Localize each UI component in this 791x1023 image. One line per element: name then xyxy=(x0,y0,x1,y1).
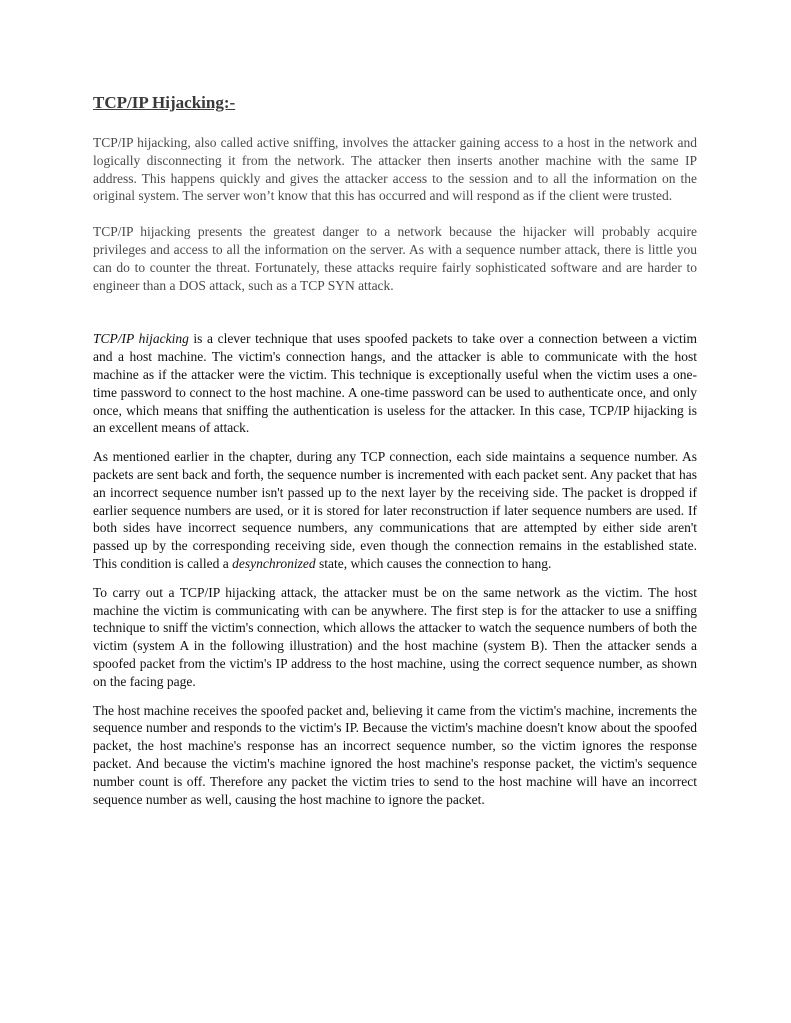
italic-term: TCP/IP hijacking xyxy=(93,331,189,347)
paragraph-text: state, which causes the connection to hang. xyxy=(315,555,552,571)
body-paragraph-3: To carry out a TCP/IP hijacking attack, the attacker must be on the same network as the victim. The host machine the victim is communicating with can be anywhere. The first step is for the attacker to use a sniffing technique to sniff the victim's connection, which allows the attacker to watch the sequence numbers of both the victim (system A in the following illustration) and the host machine (system B). Then the attacker sends a spoofed packet from the victim's IP address to the host machine, using the correct sequence number, as shown on the facing page. xyxy=(93,584,697,689)
body-paragraph-1 xyxy=(93,330,697,437)
body-paragraph-2 xyxy=(93,448,697,573)
page-title: TCP/IP Hijacking:- xyxy=(93,93,236,112)
body-section xyxy=(93,330,697,808)
intro-section xyxy=(93,134,697,294)
intro-paragraph-1: TCP/IP hijacking, also called active sniffing, involves the attacker gaining access to a host in the network and logically disconnecting it from the network. The attacker then inserts another machine with the same IP address. This happens quickly and gives the attacker access to the session and to all the information on the original system. The server won’t know that this has occurred and will respond as if the client were trusted. xyxy=(93,135,697,204)
paragraph-text: is a clever technique that uses spoofed packets to take over a connection between a victim and a host machine. The victim's connection hangs, and the attacker is able to communicate with the host machine as if the attacker were the victim. This technique is exceptionally useful when the victim uses a one-time password to connect to the host machine. A one-time password can be used to authenticate once, and only once, which means that sniffing the authentication is useless for the attacker. In this case, TCP/IP hijacking is an excellent means of attack. xyxy=(93,331,697,436)
intro-paragraph-2: TCP/IP hijacking presents the greatest danger to a network because the hijacker will probably acquire privileges and access to all the information on the server. As with a sequence number attack, there is little you can do to counter the threat. Fortunately, these attacks require fairly sophisticated software and are harder to engineer than a DOS attack, such as a TCP SYN attack. xyxy=(93,224,697,293)
document-page xyxy=(93,92,697,819)
paragraph-text: As mentioned earlier in the chapter, during any TCP connection, each side maintains a sequence number. As packets are sent back and forth, the sequence number is incremented with each packet sent. Any packet that has an incorrect sequence number isn't passed up to the next layer by the receiving side. The packet is dropped if earlier sequence numbers are used, or it is stored for later reconstruction if later sequence numbers are used. If both sides have incorrect sequence numbers, any communications that are attempted by either side aren't passed up by the corresponding receiving side, even though the connection remains in the established state. This condition is called a xyxy=(93,449,697,571)
italic-term: desynchronized xyxy=(232,555,316,571)
body-paragraph-4: The host machine receives the spoofed packet and, believing it came from the victim's machine, increments the sequence number and responds to the victim's IP. Because the victim's machine doesn't know about the spoofed packet, the host machine's response has an incorrect sequence number, so the victim ignores the response packet. And because the victim's machine ignored the host machine's response packet, the victim's sequence number count is off. Therefore any packet the victim tries to send to the host machine will have an incorrect sequence number as well, causing the host machine to ignore the packet. xyxy=(93,702,697,807)
